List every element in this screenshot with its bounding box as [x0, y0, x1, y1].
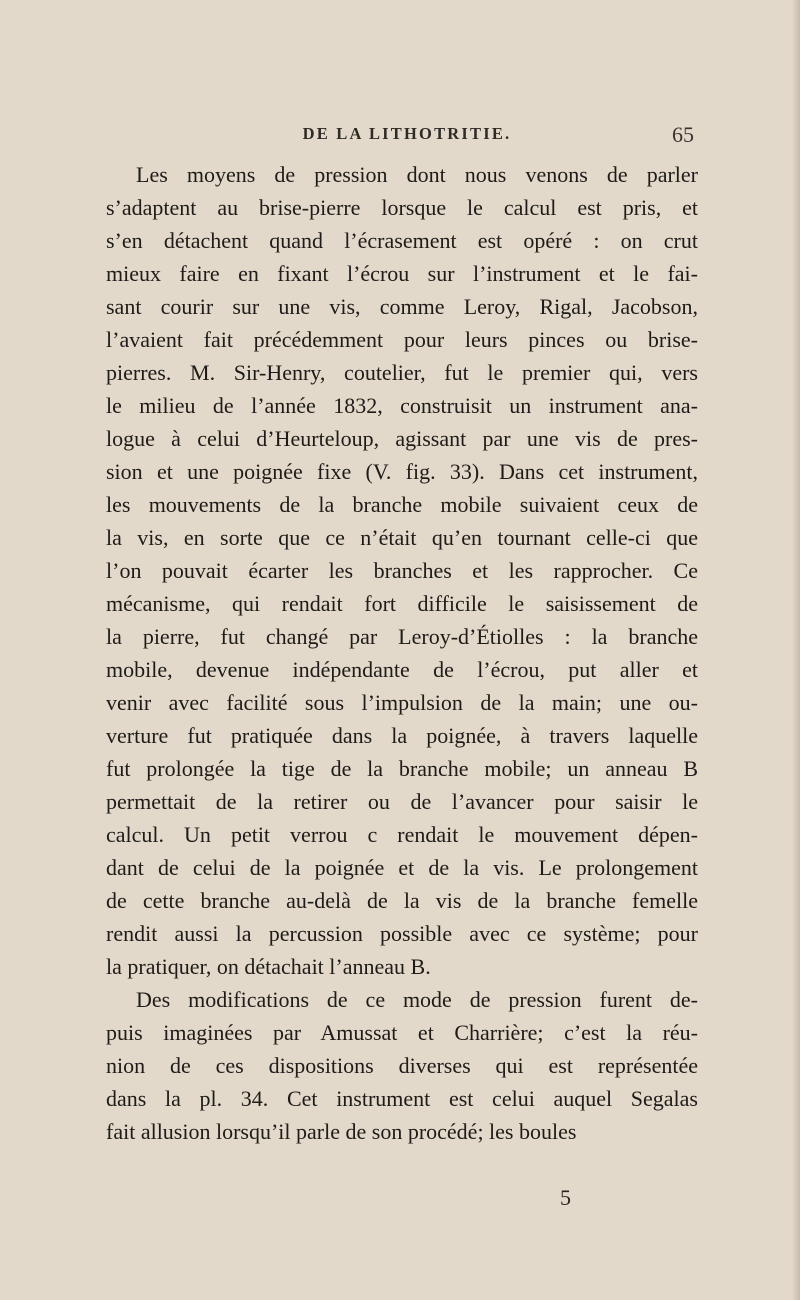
page-number: 65 — [672, 122, 694, 147]
text-line: fait allusion lorsqu’il parle de son procédé; les boules — [106, 1119, 577, 1144]
text-line: pierres. M. Sir-Henry, coutelier, fut le premier qui, vers — [106, 360, 698, 385]
text-line: verture fut pratiquée dans la poignée, à travers laquelle — [106, 723, 698, 748]
text-line: s’en détachent quand l’écrasement est opéré : on crut — [106, 228, 698, 253]
text-line: l’avaient fait précédemment pour leurs pinces ou brise- — [106, 327, 698, 352]
text-line: rendit aussi la percussion possible avec ce système; pour — [106, 921, 698, 946]
text-line: la pierre, fut changé par Leroy-d’Étiolles : la branche — [106, 624, 698, 649]
text-line: mieux faire en fixant l’écrou sur l’instrument et le fai- — [106, 261, 698, 286]
text-line: la vis, en sorte que ce n’était qu’en tournant celle-ci que — [106, 525, 698, 550]
text-line: l’on pouvait écarter les branches et les rapprocher. Ce — [106, 558, 698, 583]
text-line: calcul. Un petit verrou c rendait le mouvement dépen- — [106, 822, 698, 847]
body-text — [106, 158, 698, 1148]
text-line: la pratiquer, on détachait l’anneau B. — [106, 954, 431, 979]
text-line: le milieu de l’année 1832, construisit un instrument ana- — [106, 393, 698, 418]
text-line: nion de ces dispositions diverses qui est représentée — [106, 1053, 698, 1078]
text-line: venir avec facilité sous l’impulsion de la main; une ou- — [106, 690, 698, 715]
paragraph-1 — [106, 158, 698, 983]
text-line: mobile, devenue indépendante de l’écrou, put aller et — [106, 657, 698, 682]
text-line: Les moyens de pression dont nous venons de parler — [136, 162, 698, 187]
running-title: DE LA LITHOTRITIE. — [302, 124, 512, 143]
text-line: puis imaginées par Amussat et Charrière; c’est la réu- — [106, 1020, 698, 1045]
text-line: Des modifications de ce mode de pression furent de- — [136, 987, 698, 1012]
text-line: de cette branche au-delà de la vis de la branche femelle — [106, 888, 698, 913]
paragraph-2 — [106, 983, 698, 1148]
text-line: sion et une poignée fixe (V. fig. 33). Dans cet instrument, — [106, 459, 698, 484]
text-line: sant courir sur une vis, comme Leroy, Rigal, Jacobson, — [106, 294, 698, 319]
text-line: s’adaptent au brise-pierre lorsque le calcul est pris, et — [106, 195, 698, 220]
text-line: mécanisme, qui rendait fort difficile le saisissement de — [106, 591, 698, 616]
text-line: dans la pl. 34. Cet instrument est celui auquel Segalas — [106, 1086, 698, 1111]
signature-mark: 5 — [560, 1185, 571, 1210]
text-line: permettait de la retirer ou de l’avancer pour saisir le — [106, 789, 698, 814]
text-line: fut prolongée la tige de la branche mobile; un anneau B — [106, 756, 698, 781]
page-edge-shadow — [792, 0, 800, 1300]
text-line: dant de celui de la poignée et de la vis. Le prolongement — [106, 855, 698, 880]
text-line: les mouvements de la branche mobile suivaient ceux de — [106, 492, 698, 517]
text-line: logue à celui d’Heurteloup, agissant par une vis de pres- — [106, 426, 698, 451]
running-head — [106, 124, 694, 148]
